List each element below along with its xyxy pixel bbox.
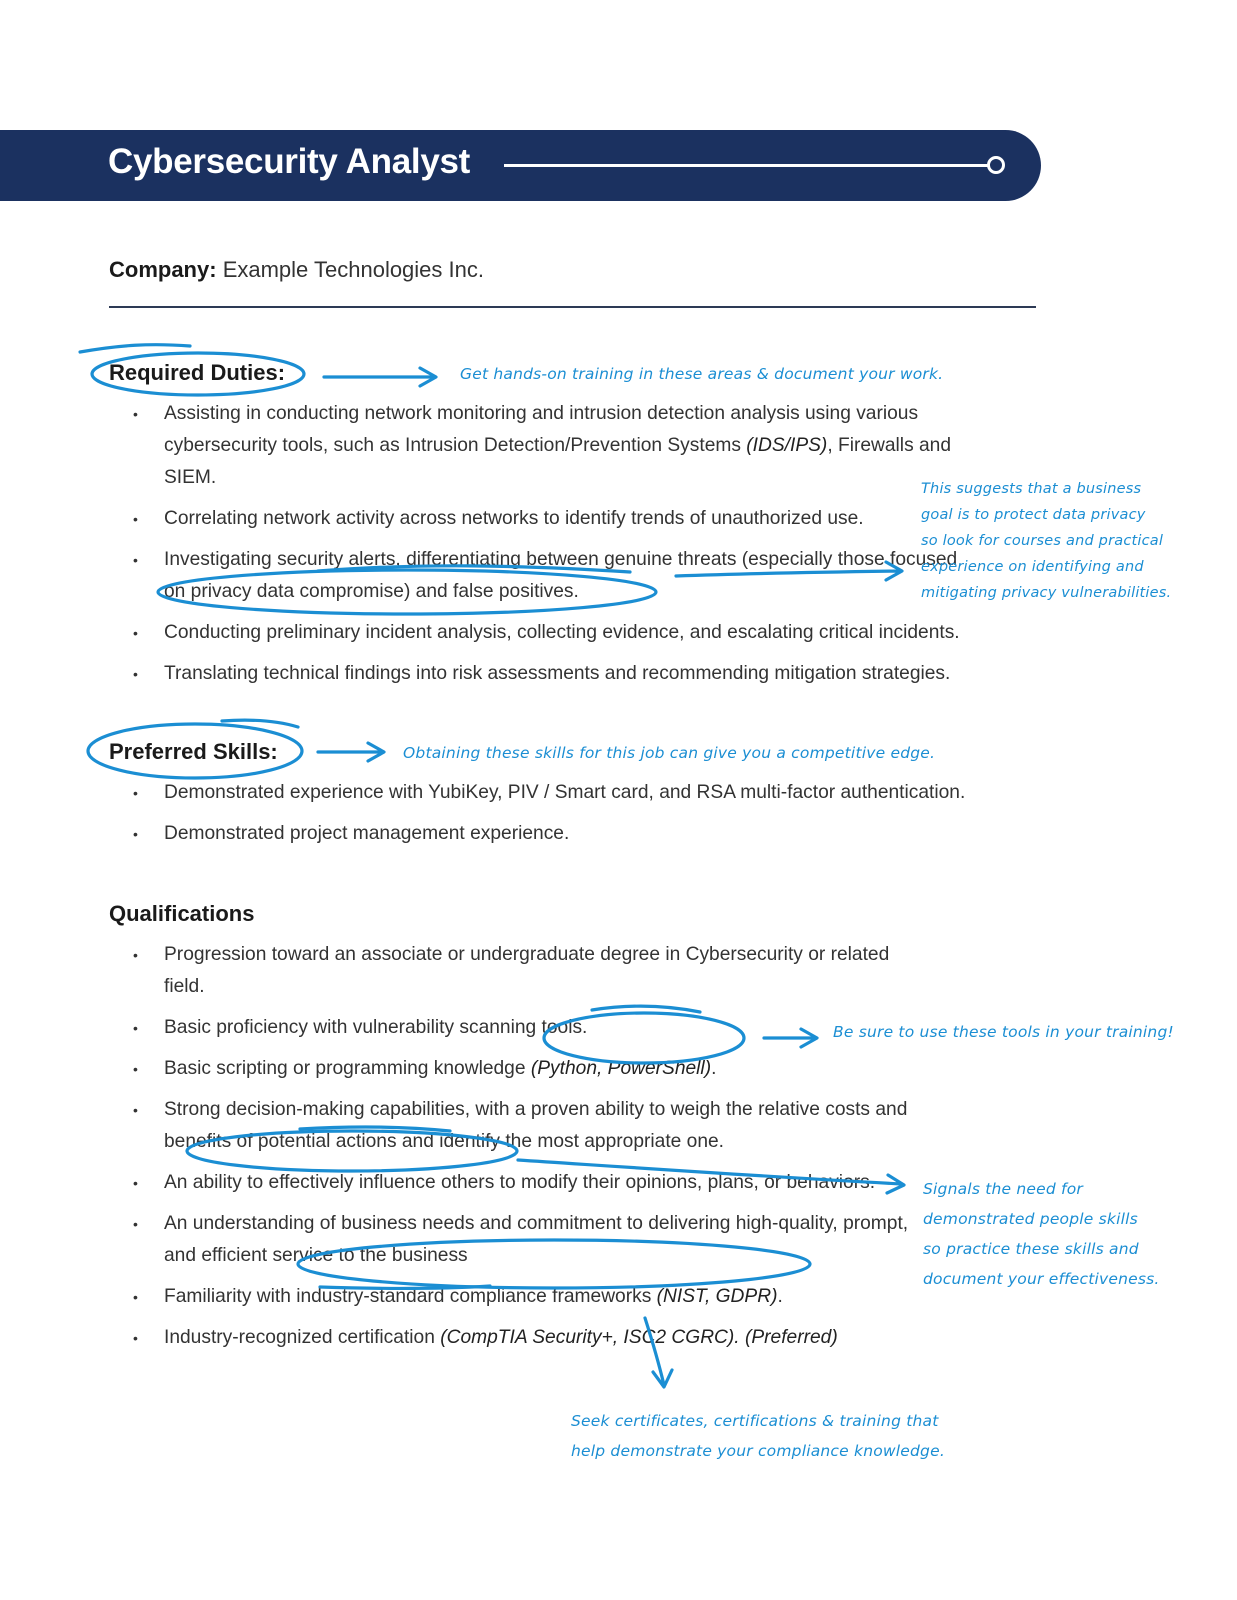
annotation-people-line: demonstrated people skills [923, 1210, 1138, 1228]
qualifications-heading: Qualifications [109, 901, 255, 926]
list-item-emphasis: (NIST, GDPR) [656, 1286, 778, 1307]
annotation-compliance-line: help demonstrate your compliance knowledge. [571, 1442, 945, 1460]
company-line [109, 257, 484, 283]
title-banner [0, 130, 1041, 201]
list-item-text: An ability to effectively influence others to modify their opinions, plans, or behaviors. [164, 1172, 876, 1193]
annotation-privacy-line: experience on identifying and [921, 559, 1144, 575]
list-item [133, 818, 1033, 850]
skills-heading: Preferred Skills: [109, 739, 278, 764]
annotation-duties: Get hands-on training in these areas & document your work. [460, 365, 944, 383]
list-item-text: Basic proficiency with vulnerability scanning tools. [164, 1017, 588, 1038]
list-item [133, 1281, 933, 1313]
list-item-text: Industry-recognized certification [164, 1327, 441, 1348]
list-item-text: Familiarity with industry-standard compliance frameworks [164, 1286, 657, 1307]
annotation-privacy-line: This suggests that a business [921, 481, 1142, 497]
swash-duties [80, 345, 190, 352]
list-item-text: Demonstrated project management experience. [164, 823, 570, 844]
list-item-text: Translating technical findings into risk assessments and recommending mitigation strategies. [164, 663, 951, 684]
list-item [133, 1053, 933, 1085]
list-item-text: An understanding of business needs and commitment to delivering high-quality, prompt, and efficient service to the business [164, 1213, 909, 1266]
duties-heading: Required Duties: [109, 360, 286, 385]
qualifications-list [133, 939, 933, 1363]
annotation-people-line: document your effectiveness. [923, 1270, 1160, 1288]
list-item [133, 1012, 933, 1044]
divider [109, 306, 1036, 308]
list-item [133, 1094, 933, 1158]
annotation-compliance [571, 1406, 945, 1466]
annotation-privacy-line: goal is to protect data privacy [921, 507, 1146, 523]
list-item-text: Basic scripting or programming knowledge [164, 1058, 531, 1079]
swash-skills [222, 720, 298, 727]
company-label: Company: [109, 257, 217, 282]
annotation-skills: Obtaining these skills for this job can give you a competitive edge. [403, 744, 936, 762]
list-item-text: Investigating security alerts, differentiating between genuine threats (especially those focused on privacy data compromise) and false positives. [164, 549, 958, 602]
list-item [133, 503, 963, 535]
annotation-privacy [921, 476, 1171, 606]
list-item-emphasis: (IDS/IPS) [746, 435, 828, 456]
annotation-compliance-line: Seek certificates, certifications & training that [571, 1412, 939, 1430]
arrow-duties [324, 368, 436, 386]
list-item [133, 658, 963, 690]
skills-list [133, 777, 1033, 859]
list-item-text: Assisting in conducting network monitoring and intrusion detection analysis using various cybersecurity tools, such as Intrusion Detection/Prevention Systems [164, 403, 919, 456]
annotation-tools: Be sure to use these tools in your training! [833, 1023, 1174, 1041]
list-item [133, 1167, 933, 1199]
list-item-text: Strong decision-making capabilities, with a proven ability to weigh the relative costs and benefits of potential actions and identify the most appropriate one. [164, 1099, 908, 1152]
annotation-privacy-line: so look for courses and practical [921, 533, 1164, 549]
list-item-text: Progression toward an associate or undergraduate degree in Cybersecurity or related field. [164, 944, 890, 997]
annotation-people [923, 1174, 1160, 1294]
list-item-emphasis: (CompTIA Security+, ISC2 CGRC). (Preferred) [440, 1327, 838, 1348]
list-item [133, 544, 963, 608]
list-item [133, 1208, 933, 1272]
arrow-skills [318, 743, 384, 761]
list-item [133, 398, 963, 494]
annotation-people-line: Signals the need for [923, 1180, 1083, 1198]
list-item-tail: , Firewalls and SIEM. [164, 435, 952, 488]
list-item-text: Conducting preliminary incident analysis, collecting evidence, and escalating critical incidents. [164, 622, 960, 643]
list-item-tail: . [711, 1058, 717, 1079]
list-item [133, 939, 933, 1003]
list-item-text: Correlating network activity across networks to identify trends of unauthorized use. [164, 508, 864, 529]
banner-dot-icon [987, 156, 1005, 174]
page-title: Cybersecurity Analyst [108, 142, 471, 181]
list-item-emphasis: (Python, PowerShell) [530, 1058, 712, 1079]
annotation-people-line: so practice these skills and [923, 1240, 1139, 1258]
list-item [133, 777, 1033, 809]
duties-list [133, 398, 963, 699]
list-item-text: Demonstrated experience with YubiKey, PIV / Smart card, and RSA multi-factor authentication. [164, 782, 966, 803]
list-item-tail: . [777, 1286, 783, 1307]
banner-line [504, 164, 989, 167]
list-item [133, 617, 963, 649]
annotation-privacy-line: mitigating privacy vulnerabilities. [921, 585, 1172, 601]
company-name: Example Technologies Inc. [222, 257, 484, 282]
list-item [133, 1322, 933, 1354]
